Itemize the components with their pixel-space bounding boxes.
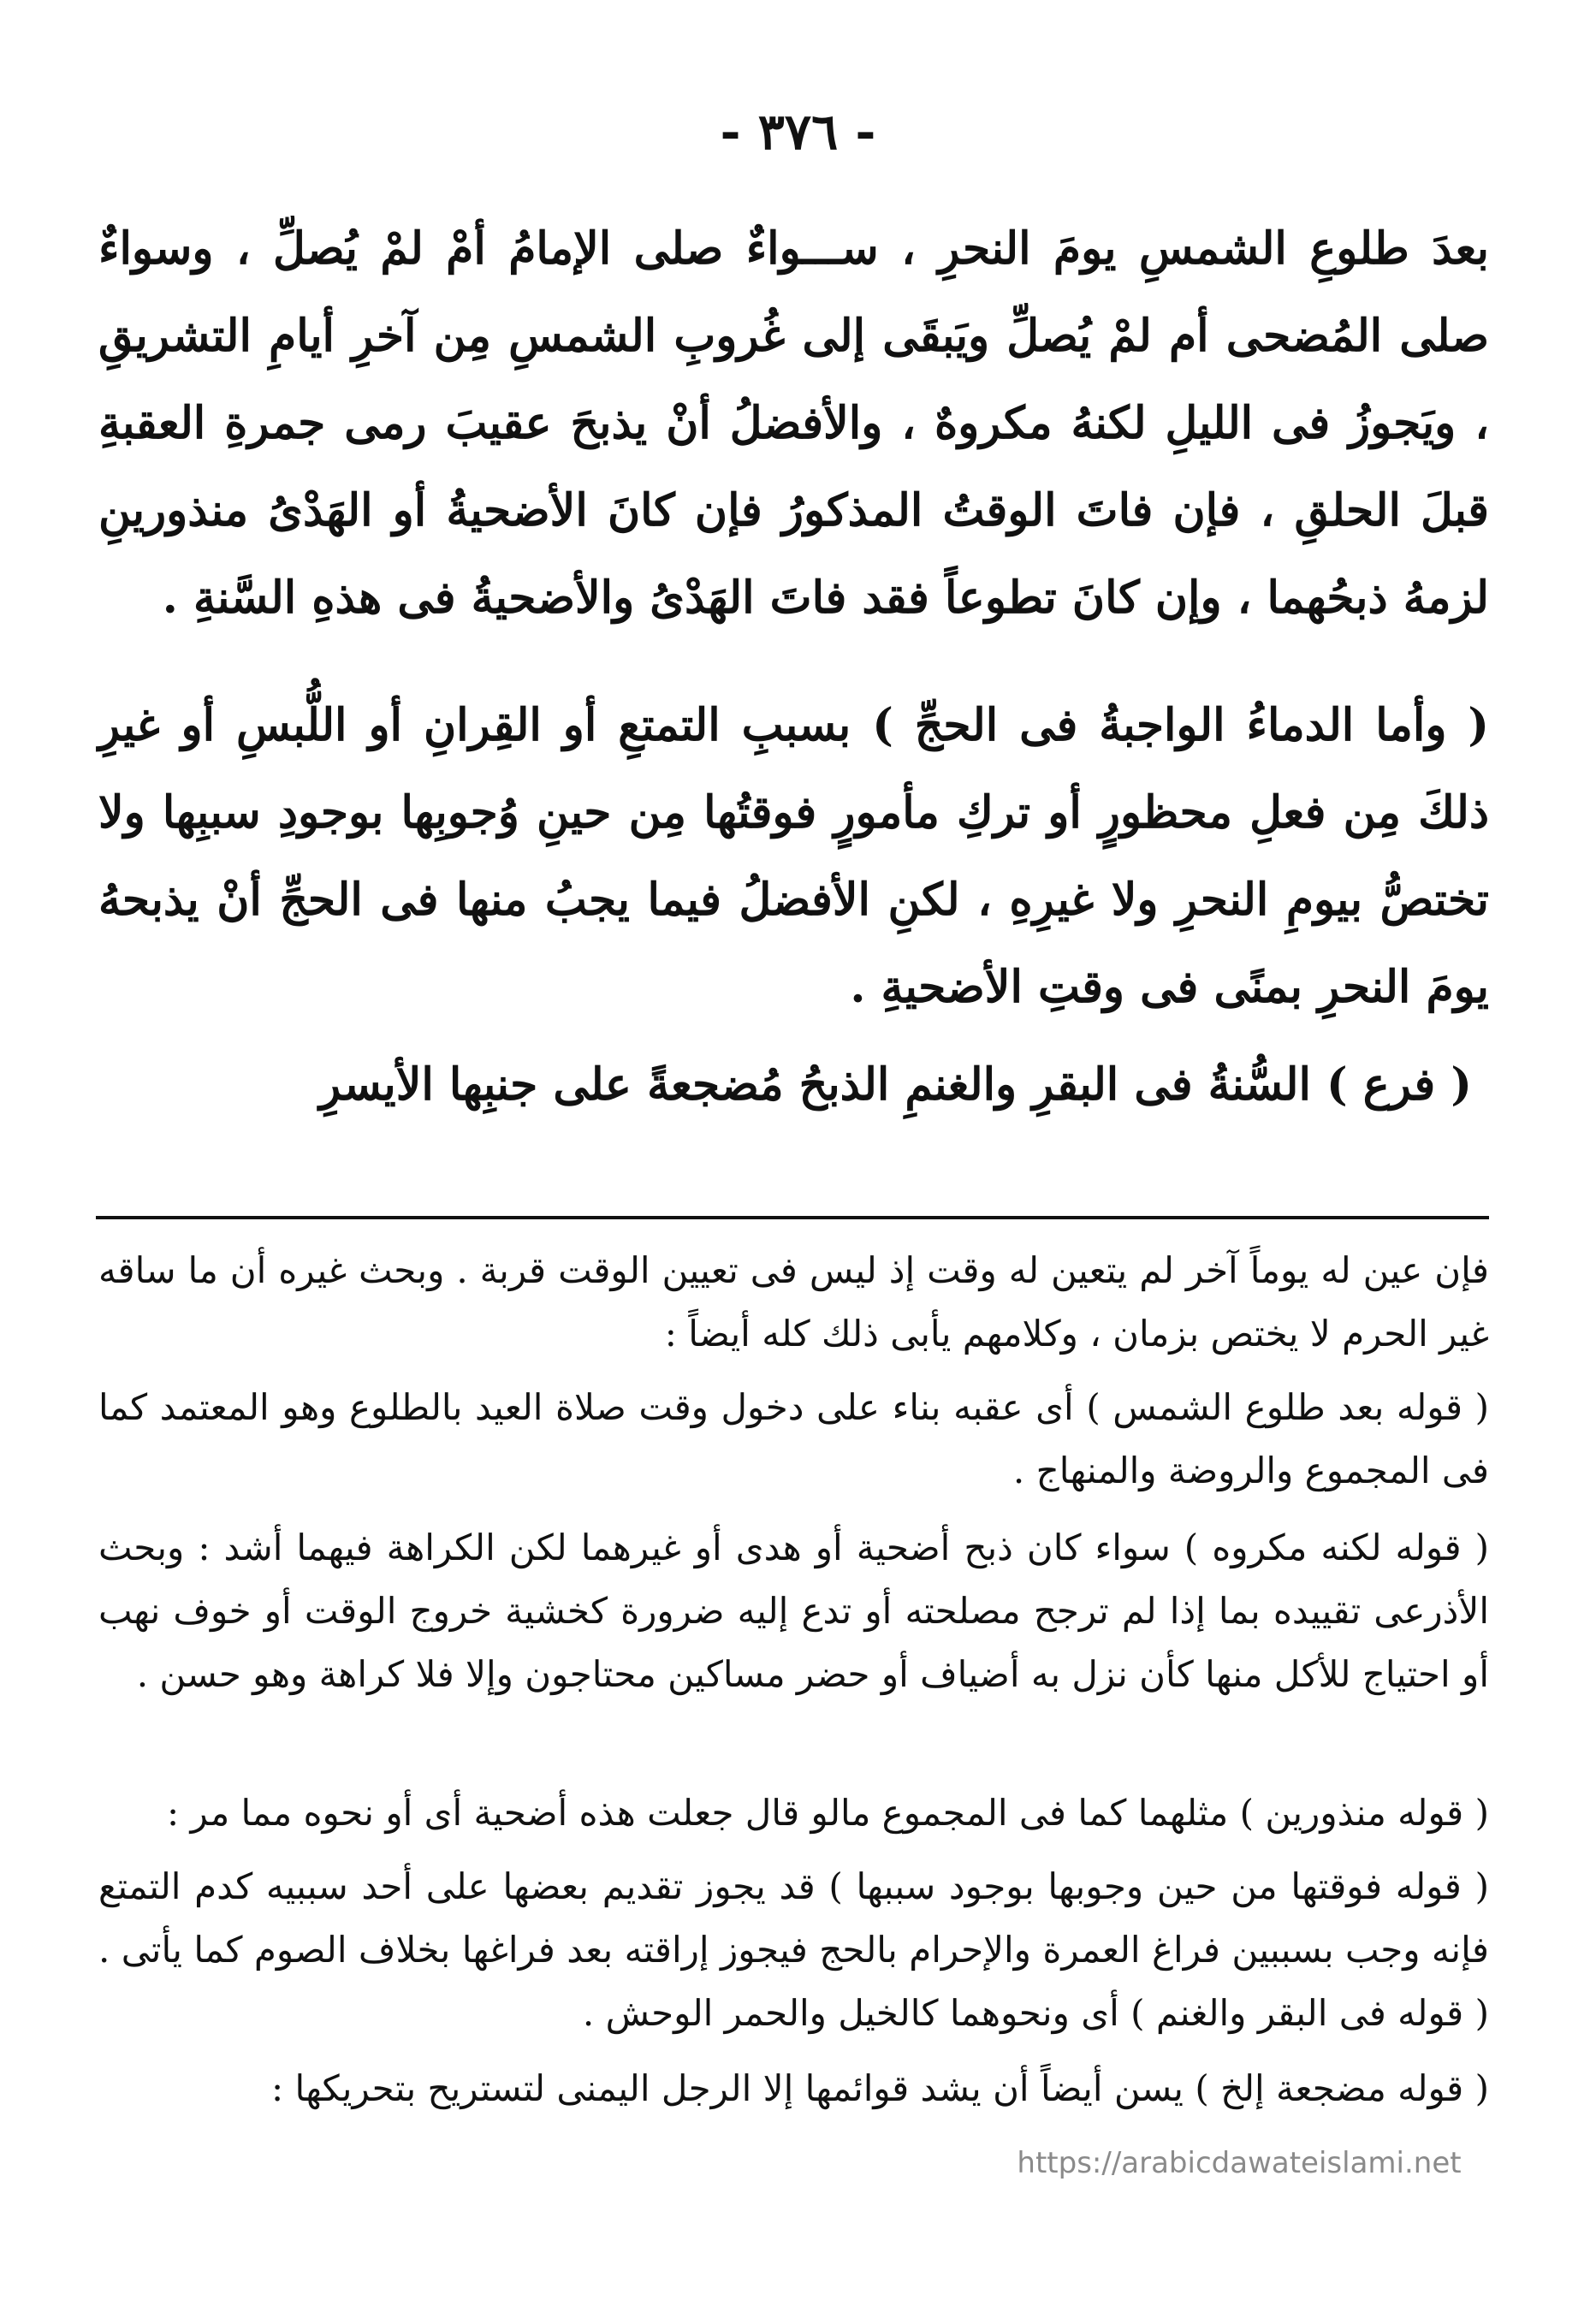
footnote: ( قوله لكنه مكروه ) سواء كان ذبح أضحية أو هدى أو غيرهما لكن الكراهة فيهما أشد : وبحث الأذرعى تقييده بما إذا لم ترجح مصلحته أو تدع إليه ضرورة كخشية خروج الوقت أو خوف نهب أو احتياج للأكل منها كأن نزل به أضياف أو حضر مساكين محتاجون وإلا فلا كراهة وهو حسن . xyxy=(98,1527,1489,1695)
footnotes xyxy=(98,1239,1489,2120)
page-number: - ٣٧٦ - xyxy=(720,103,876,161)
footnote: ( قوله مضجعة إلخ ) يسن أيضاً أن يشد قوائمها إلا الرجل اليمنى لتستريح بتحريكها : xyxy=(270,2067,1489,2109)
footnote: فإن عين له يوماً آخر لم يتعين له وقت إذ ليس فى تعيين الوقت قربة . وبحث غيره أن ما ساقه غير الحرم لا يختص بزمان ، وكلامهم يأبى ذلك كله أيضاً : xyxy=(98,1249,1489,1355)
footnote: ( قوله بعد طلوع الشمس ) أى عقبه بناء على دخول وقت صلاة العيد بالطلوع وهو المعتمد كما فى المجموع والروضة والمنهاج . xyxy=(98,1386,1489,1491)
footnote: ( قوله منذورين ) مثلهما كما فى المجموع مالو قال جعلت هذه أضحية أى أو نحوه مما مر : xyxy=(167,1792,1489,1834)
main-paragraph: بعدَ طلوعِ الشمسِ يومَ النحرِ ، ســـواءٌ صلى الإمامُ أمْ لمْ يُصلِّ ، وسواءٌ صلى المُضحى أم لمْ يُصلِّ ويَبقَى إلى غُروبِ الشمسِ مِن آخرِ أيامِ التشريقِ ، ويَجوزُ فى الليلِ لكنهُ مكروهٌ ، والأفضلُ أنْ يذبحَ عقيبَ رمى جمرةِ العقبةِ قبلَ الحلقِ ، فإن فاتَ الوقتُ المذكورُ فإن كانَ الأضحيةُ أو الهَدْىُ منذورينِ لزمهُ ذبحُهما ، وإن كانَ تطوعاً فقد فاتَ الهَدْىُ والأضحيةُ فى هذهِ السَّنةِ . xyxy=(98,222,1489,624)
main-text xyxy=(98,205,1489,1148)
footnote: ( قوله فوقتها من حين وجوبها بوجود سببها ) قد يجوز تقديم بعضها على أحد سببيه كدم التمتع فإنه وجب بسببين فراغ العمرة والإحرام بالحج فيجوز إراقته بعد فراغها بخلاف الصوم كما يأتى . ( قوله فى البقر والغنم ) أى ونحوهما كالخيل والحمر الوحش . xyxy=(98,1865,1489,2034)
main-paragraph: ( وأما الدماءُ الواجبةُ فى الحجِّ ) بسببِ التمتعِ أو القِرانِ أو اللُّبسِ أو غيرِ ذلكَ مِن فعلِ محظورٍ أو تركِ مأمورٍ فوقتُها مِن حينِ وُجوبِها بوجودِ سببِها ولا تختصُّ بيومِ النحرِ ولا غيرِهِ ، لكنِ الأفضلُ فيما يجبُ منها فى الحجِّ أنْ يذبحهُ يومَ النحرِ بمنًى فى وقتِ الأضحيةِ . xyxy=(98,699,1489,1013)
footnote-divider xyxy=(96,1216,1489,1219)
watermark-url: https://arabicdawateislami.net xyxy=(1017,2146,1462,2180)
main-paragraph: ( فرع ) السُّنةُ فى البقرِ والغنمِ الذبحُ مُضجعةً على جنبِها الأيسرِ xyxy=(319,1058,1472,1111)
